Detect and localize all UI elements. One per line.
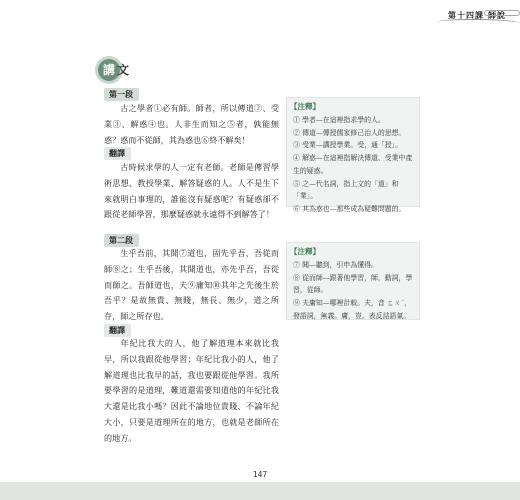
note-4: ④ 解惑—在這裡指解決傳道、受業中產生的疑惑。 (293, 154, 413, 175)
part1-translation-body: 古時候求學的人一定有老師。老師是傳習學術思想、教授學業、解答疑惑的人。人不是生下來就明白事理的，誰能沒有疑惑呢？有疑惑卻不跟從老師學習，那麼疑惑就永遠得不到解答了！ (104, 162, 279, 220)
page-header (448, 8, 506, 22)
note-5: ⑤ 之—代名詞，指上文的「道」和「業」。 (293, 179, 399, 201)
note-7: ⑦ 聞—聽到，引申為懂得。 (293, 261, 378, 269)
page-number: 147 (252, 470, 268, 479)
part2-text (104, 246, 279, 325)
section-label-b: 文 (117, 63, 130, 77)
part2-notes-box (286, 242, 420, 320)
note-1: ① 學者—在這裡指求學的人。 (293, 116, 385, 124)
part1-notes-box (286, 97, 420, 213)
section-heading (98, 59, 130, 81)
part1-text-body: 古之學者①必有師。師者，所以傳道②、受業③、解惑④也。人非生而知之⑤者，孰能無惑？惑而不從師，其為惑也⑥終不解矣！ (104, 103, 279, 145)
section-label-a: 講 (103, 63, 117, 77)
note-2: ② 傳道—傳授儒家修己治人的思想。 (293, 128, 406, 137)
part1-translation (104, 160, 279, 223)
part1-notes-title: 【注釋】 (290, 102, 320, 111)
note-6: ⑥ 其為惑也—那些成為疑難問題的。 (293, 204, 406, 213)
lesson-title: 師說 (488, 9, 506, 20)
part2-text-body: 生乎吾前，其聞⑦道也，固先乎吾，吾從而師⑧之；生乎吾後，其聞道也，亦先乎吾，吾從而師之。吾師道也，夫⑨庸知⑩其年之先後生於吾乎？是故無貴、無賤，無長、無少，道之所存，師之所存也。 (104, 248, 279, 322)
note-3: ③ 受業—講授學業。受，通「授」。 (293, 141, 402, 150)
part2-notes-title: 【注釋】 (290, 247, 320, 256)
lesson-number: 第十四課 (448, 9, 484, 20)
part2-translation (104, 336, 279, 447)
part2-translation-body: 年紀比我大的人，他了解道理本來就比我早，所以我跟從他學習；年紀比我小的人，他了解道理也比我早的話，我也要跟從他學習。我所要學習的是道理，難道還需要知道他的年紀比我大還是比我小嗎？因此不論地位貴賤、不論年紀大小，只要是道理所在的地方，也就是老師所在的地方。 (104, 338, 279, 443)
note-8: ⑧ 從而師—跟著他學習，師，動詞，學習，從師。 (293, 273, 413, 295)
part2-translation-tag: 翻譯 (104, 324, 131, 337)
header-bar (484, 10, 520, 16)
part1-tag: 第一段 (104, 88, 139, 101)
part2-tag: 第二段 (104, 234, 139, 247)
note-9: ⑨ 夫庸知—哪裡計較。夫，音 ㄈㄨˊ，發語詞，無義。庸，豈。表反詰語氣。 (293, 299, 412, 320)
header-swoosh (438, 19, 520, 26)
part1-translation-tag: 翻譯 (104, 147, 131, 160)
footer-band (0, 482, 520, 500)
part1-text (104, 101, 279, 148)
